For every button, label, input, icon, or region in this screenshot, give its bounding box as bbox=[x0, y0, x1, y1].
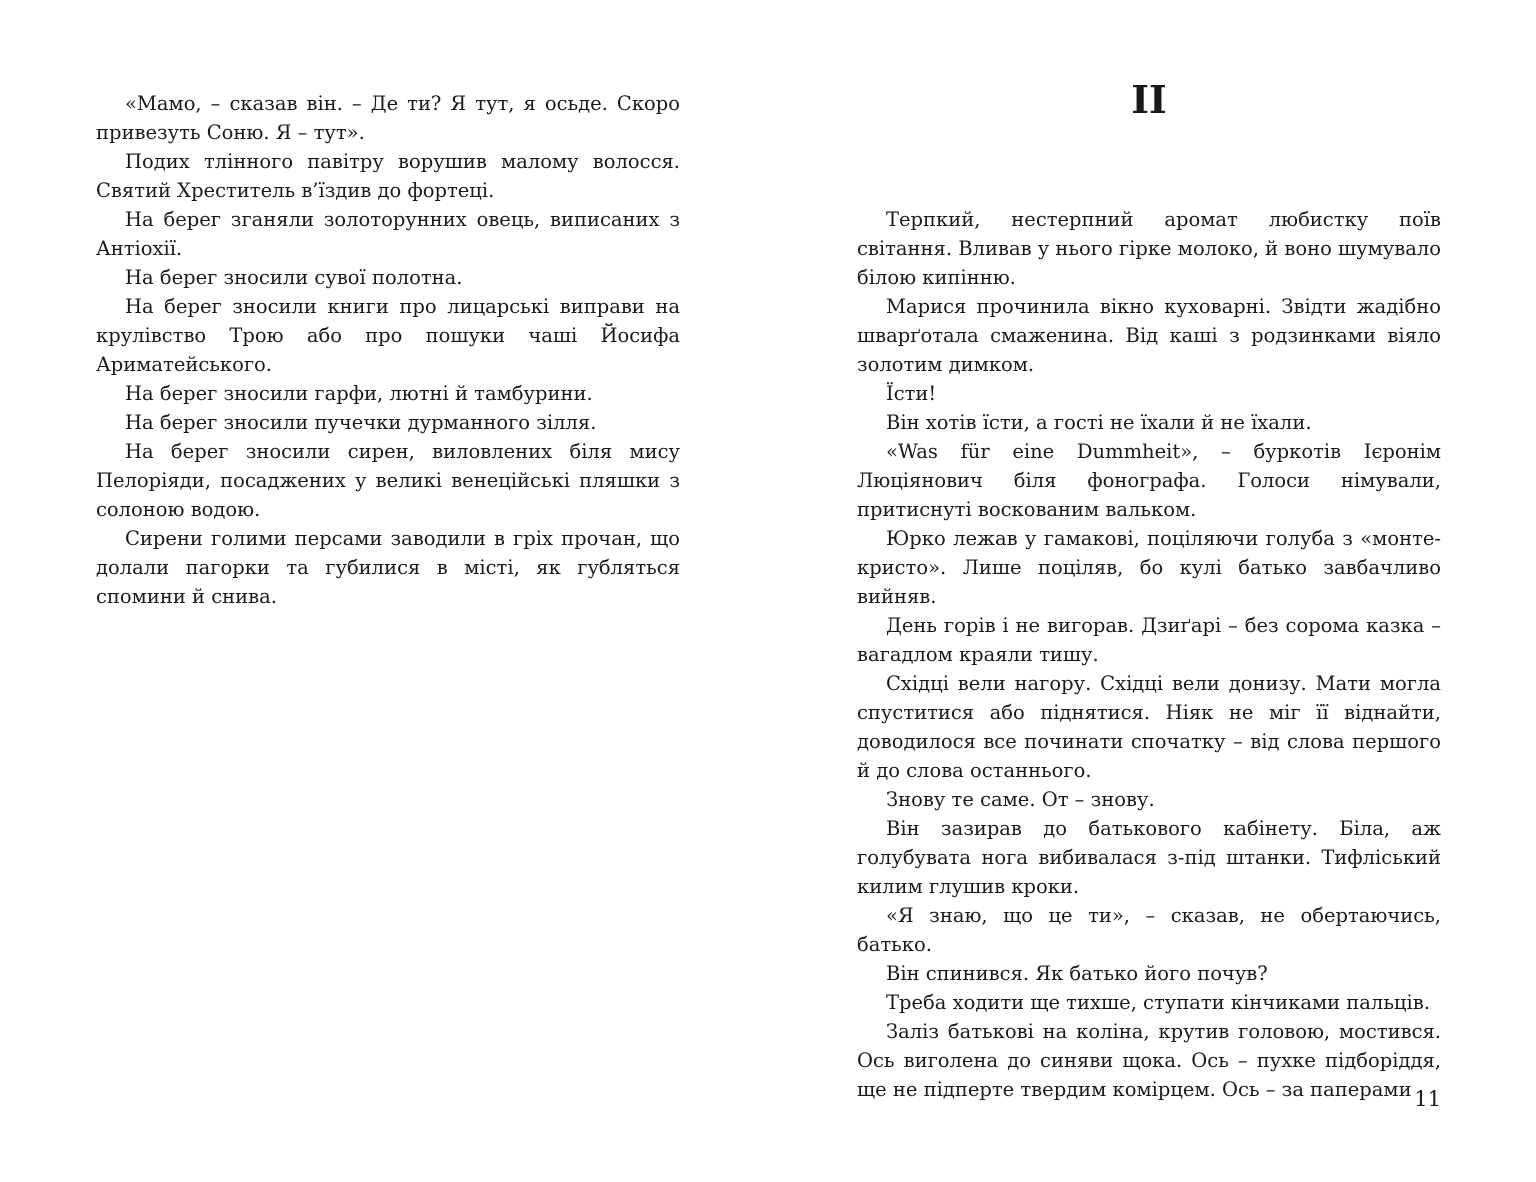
paragraph: Він зазирав до батькового кабінету. Біла, аж голубувата нога вибивалася з-під штанки. Тифліський килим глушив кроки. bbox=[857, 817, 1441, 898]
paragraph: Їсти! bbox=[886, 382, 937, 405]
paragraph: «Was für eine Dummheit», – буркотів Ієронім Люціянович біля фонографа. Голоси німували, притиснуті воскованим вальком. bbox=[857, 440, 1441, 521]
paragraph: Знову те саме. От – знову. bbox=[886, 788, 1155, 811]
paragraph: Треба ходити ще тихше, ступати кінчиками пальців. bbox=[886, 991, 1430, 1014]
paragraph: «Я знаю, що це ти», – сказав, не обертаючись, батько. bbox=[857, 904, 1441, 956]
paragraph: Заліз батькові на коліна, крутив головою, мостився. Ось виголена до синяви щока. Ось – пухке підборіддя, ще не підперте твердим комірцем. Ось – за паперами bbox=[857, 1020, 1441, 1101]
left-page-text bbox=[96, 89, 680, 611]
paragraph: Східці вели нагору. Східці вели донизу. Мати могла спуститися або піднятися. Ніяк не міг її віднайти, доводилося все починати спочатку – від слова першого й до слова останнього. bbox=[857, 672, 1441, 782]
paragraph: Він хотів їсти, а гості не їхали й не їхали. bbox=[886, 411, 1312, 434]
paragraph: «Мамо, – сказав він. – Де ти? Я тут, я осьде. Скоро привезуть Соню. Я – тут». bbox=[96, 92, 680, 144]
page-number: 11 bbox=[1414, 1087, 1441, 1111]
paragraph: На берег зносили пучечки дурманного зілля. bbox=[125, 411, 597, 434]
paragraph: На берег зносили сувої полотна. bbox=[125, 266, 463, 289]
paragraph: Подих тлінного павітру ворушив малому волосся. Святий Хреститель в’їздив до фортеці. bbox=[96, 150, 680, 202]
paragraph: Терпкий, нестерпний аромат любистку поїв світання. Вливав у нього гірке молоко, й воно шумувало білою кипінню. bbox=[857, 208, 1441, 289]
paragraph: Марися прочинила вікно куховарні. Звідти жадібно шварґотала смаженина. Від каші з родзинками віяло золотим димком. bbox=[857, 295, 1441, 376]
chapter-heading: II bbox=[1131, 77, 1167, 122]
paragraph: На берег зносили гарфи, лютні й тамбурини. bbox=[125, 382, 593, 405]
right-page-text bbox=[857, 205, 1441, 1104]
paragraph: Юрко лежав у гамакові, поціляючи голуба з «монте-кристо». Лише поціляв, бо кулі батько завбачливо вийняв. bbox=[857, 527, 1441, 608]
paragraph: На берег зганяли золоторунних овець, виписаних з Антіохії. bbox=[96, 208, 680, 260]
paragraph: Він спинився. Як батько його почув? bbox=[886, 962, 1268, 985]
paragraph: День горів і не вигорав. Дзиґарі – без сорома казка – вагадлом краяли тишу. bbox=[857, 614, 1441, 666]
paragraph: Сирени голими персами заводили в гріх прочан, що долали пагорки та губилися в місті, як губляться спомини й снива. bbox=[96, 527, 680, 608]
right-page bbox=[857, 0, 1441, 1182]
left-page bbox=[96, 0, 680, 1182]
paragraph: На берег зносили книги про лицарські виправи на крулівство Трою або про пошуки чаші Йосифа Ариматейського. bbox=[96, 295, 680, 376]
paragraph: На берег зносили сирен, виловлених біля мису Пелоріяди, посаджених у великі венеційські пляшки з солоною водою. bbox=[96, 440, 680, 521]
